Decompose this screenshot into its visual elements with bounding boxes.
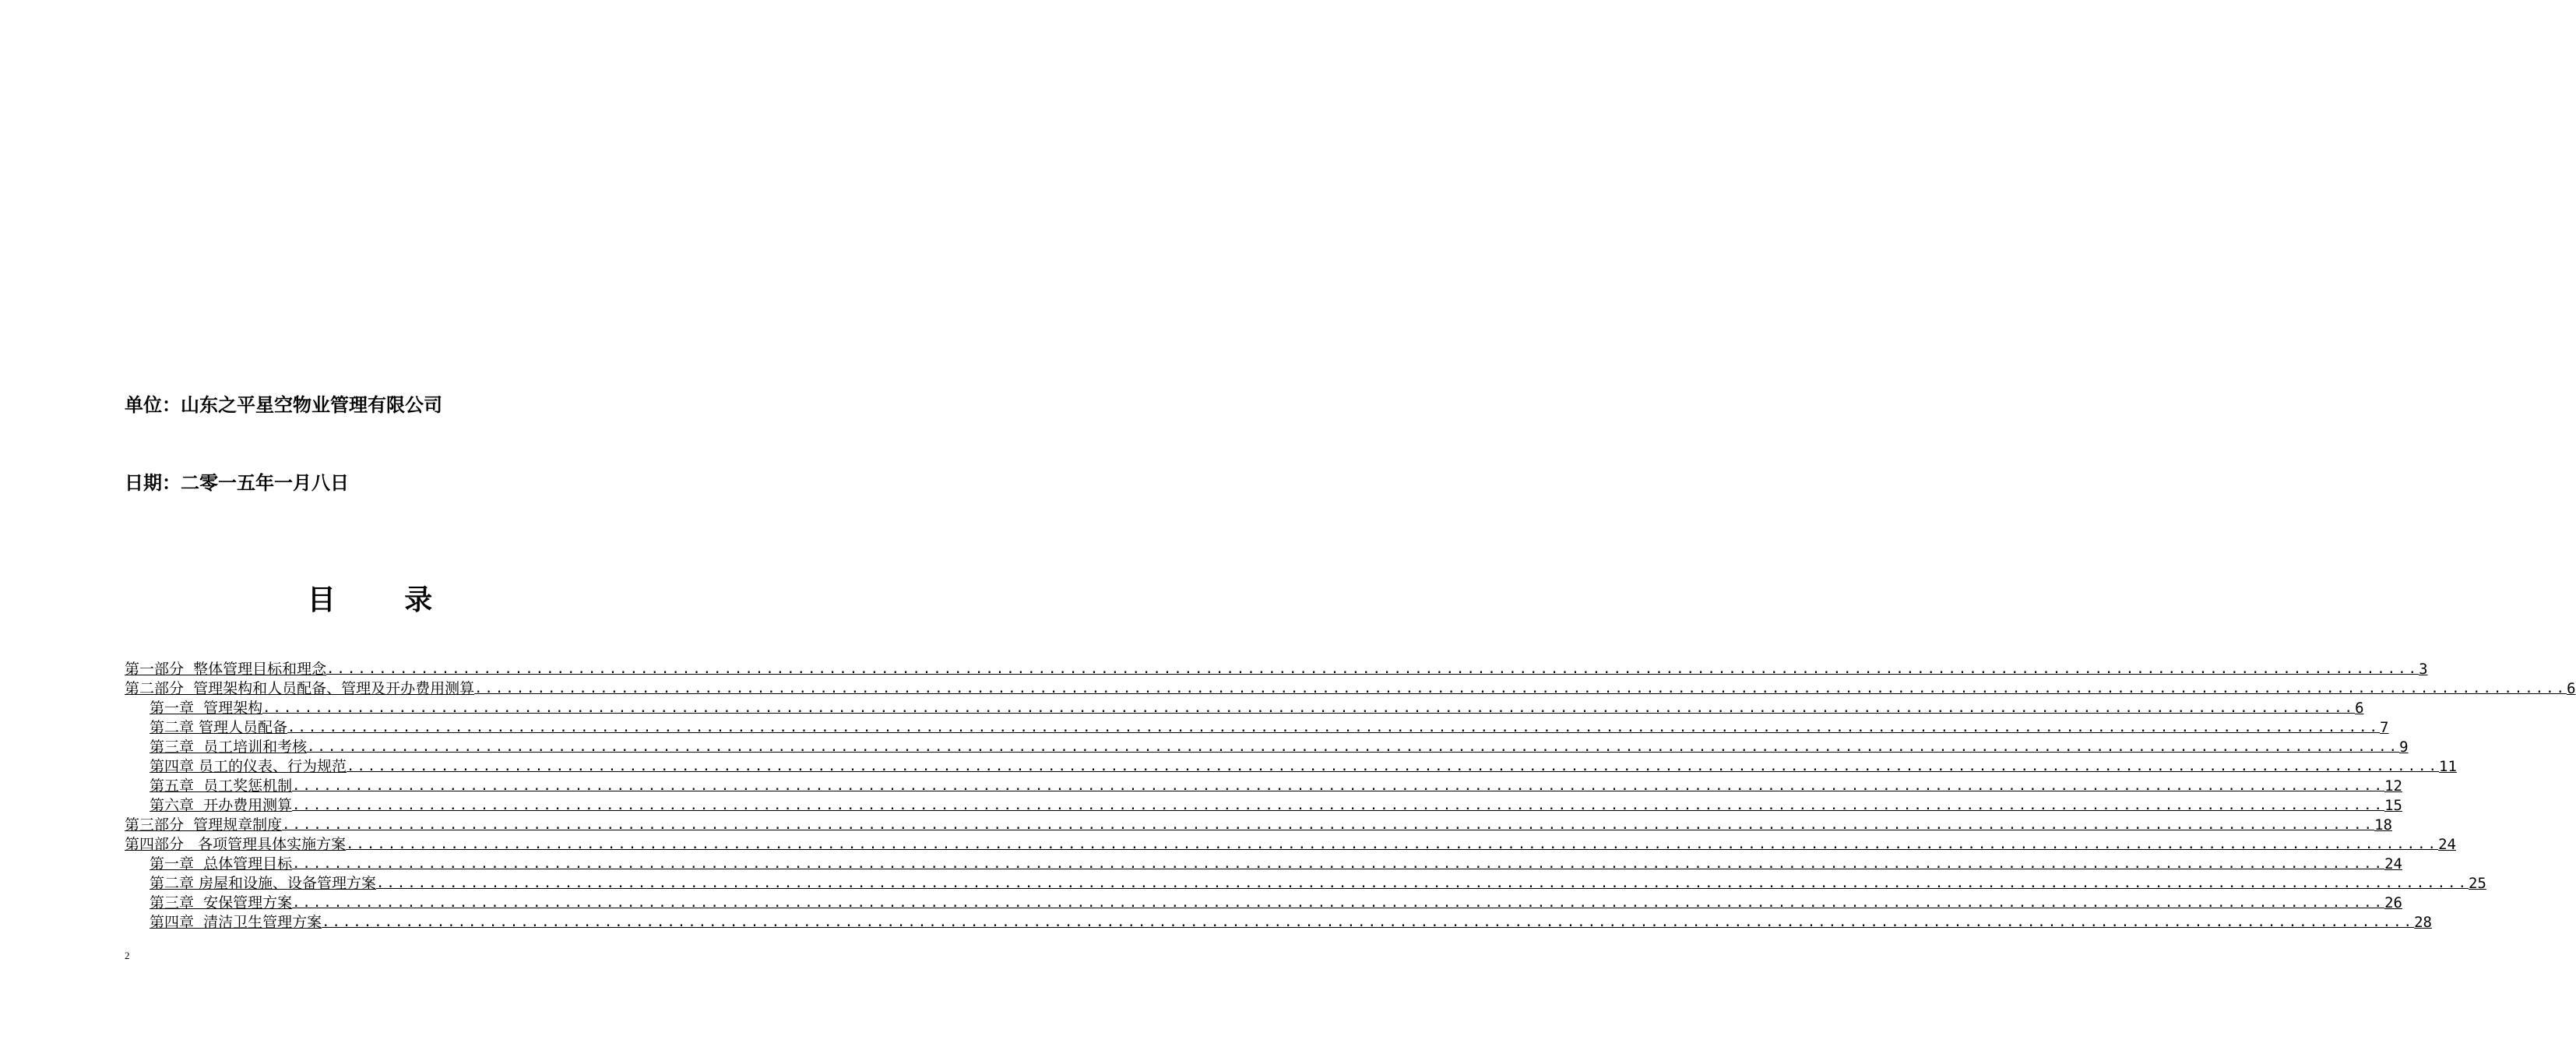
table-of-contents [125,658,2576,931]
toc-leader-dots: ........................................................................................................................................................................................................ [376,876,2469,891]
toc-entry-page: 26 [2384,894,2402,911]
toc-title: 目 录 [307,583,463,616]
toc-entry-page: 25 [2469,875,2486,892]
toc-entry-text: 第五章 员工奖惩机制 [150,777,293,795]
toc-entry-text: 第二章 房屋和设施、设备管理方案 [150,875,377,892]
toc-entry-text: 第一章 总体管理目标 [150,855,293,872]
toc-leader-dots: ........................................................................................................................................................................................................ [307,739,2400,755]
toc-leader-dots: ........................................................................................................................................................................................................ [282,817,2375,833]
page-number: 2 [125,950,130,961]
toc-leader-dots: ........................................................................................................................................................................................................ [262,700,2356,716]
toc-entry-text: 第六章 开办费用测算 [150,797,293,814]
toc-entry[interactable] [125,717,2389,736]
toc-leader-dots: ........................................................................................................................................................................................................ [347,759,2440,774]
toc-leader-dots: ........................................................................................................................................................................................................ [474,681,2567,696]
toc-entry[interactable] [125,736,2409,756]
toc-entry[interactable] [125,911,2432,931]
toc-leader-dots: ........................................................................................................................................................................................................ [322,915,2415,930]
toc-entry-text: 第二章 管理人员配备 [150,719,288,736]
toc-entry-page: 28 [2414,914,2432,931]
toc-leader-dots: ........................................................................................................................................................................................................ [287,720,2381,735]
toc-entry-text: 第二部分 管理架构和人员配备、管理及开办费用测算 [125,680,475,697]
toc-entry-text: 第三部分 管理规章制度 [125,816,283,834]
toc-leader-dots: ........................................................................................................................................................................................................ [292,895,2385,911]
toc-entry-page: 9 [2399,739,2409,756]
toc-entry-page: 3 [2419,661,2428,678]
toc-entry[interactable] [125,853,2402,872]
toc-entry-page: 15 [2384,797,2402,814]
toc-entry[interactable] [125,658,2428,678]
toc-entry-page: 6 [2567,680,2576,697]
toc-entry[interactable] [125,834,2456,853]
toc-entry-text: 第三章 员工培训和考核 [150,739,308,756]
toc-entry[interactable] [125,756,2457,775]
toc-leader-dots: ........................................................................................................................................................................................................ [292,856,2385,872]
toc-entry-text: 第四章 员工的仪表、行为规范 [150,758,347,775]
toc-entry-text: 第四章 清洁卫生管理方案 [150,914,322,931]
toc-entry-page: 7 [2380,719,2389,736]
company-unit-line: 单位：山东之平星空物业管理有限公司 [125,393,442,416]
toc-entry[interactable] [125,892,2402,911]
toc-entry-page: 11 [2439,758,2457,775]
toc-leader-dots: ........................................................................................................................................................................................................ [346,837,2439,852]
toc-entry-text: 第四部分 各项管理具体实施方案 [125,836,347,853]
toc-entry-text: 第一章 管理架构 [150,700,263,717]
toc-entry[interactable] [125,872,2486,892]
toc-entry-page: 12 [2384,777,2402,795]
toc-entry[interactable] [125,678,2576,697]
toc-entry-text: 第三章 安保管理方案 [150,894,293,911]
toc-entry-text: 第一部分 整体管理目标和理念 [125,661,327,678]
toc-entry[interactable] [125,814,2392,834]
toc-entry-page: 18 [2374,816,2392,834]
toc-entry[interactable] [125,775,2402,795]
toc-entry-page: 6 [2355,700,2364,717]
toc-entry-page: 24 [2438,836,2456,853]
toc-entry[interactable] [125,697,2364,717]
toc-entry[interactable] [125,795,2402,814]
toc-entry-page: 24 [2384,855,2402,872]
toc-leader-dots: ........................................................................................................................................................................................................ [292,778,2385,794]
toc-leader-dots: ........................................................................................................................................................................................................ [292,798,2385,813]
document-date-line: 日期：二零一五年一月八日 [125,471,349,494]
toc-leader-dots: ........................................................................................................................................................................................................ [326,661,2419,677]
